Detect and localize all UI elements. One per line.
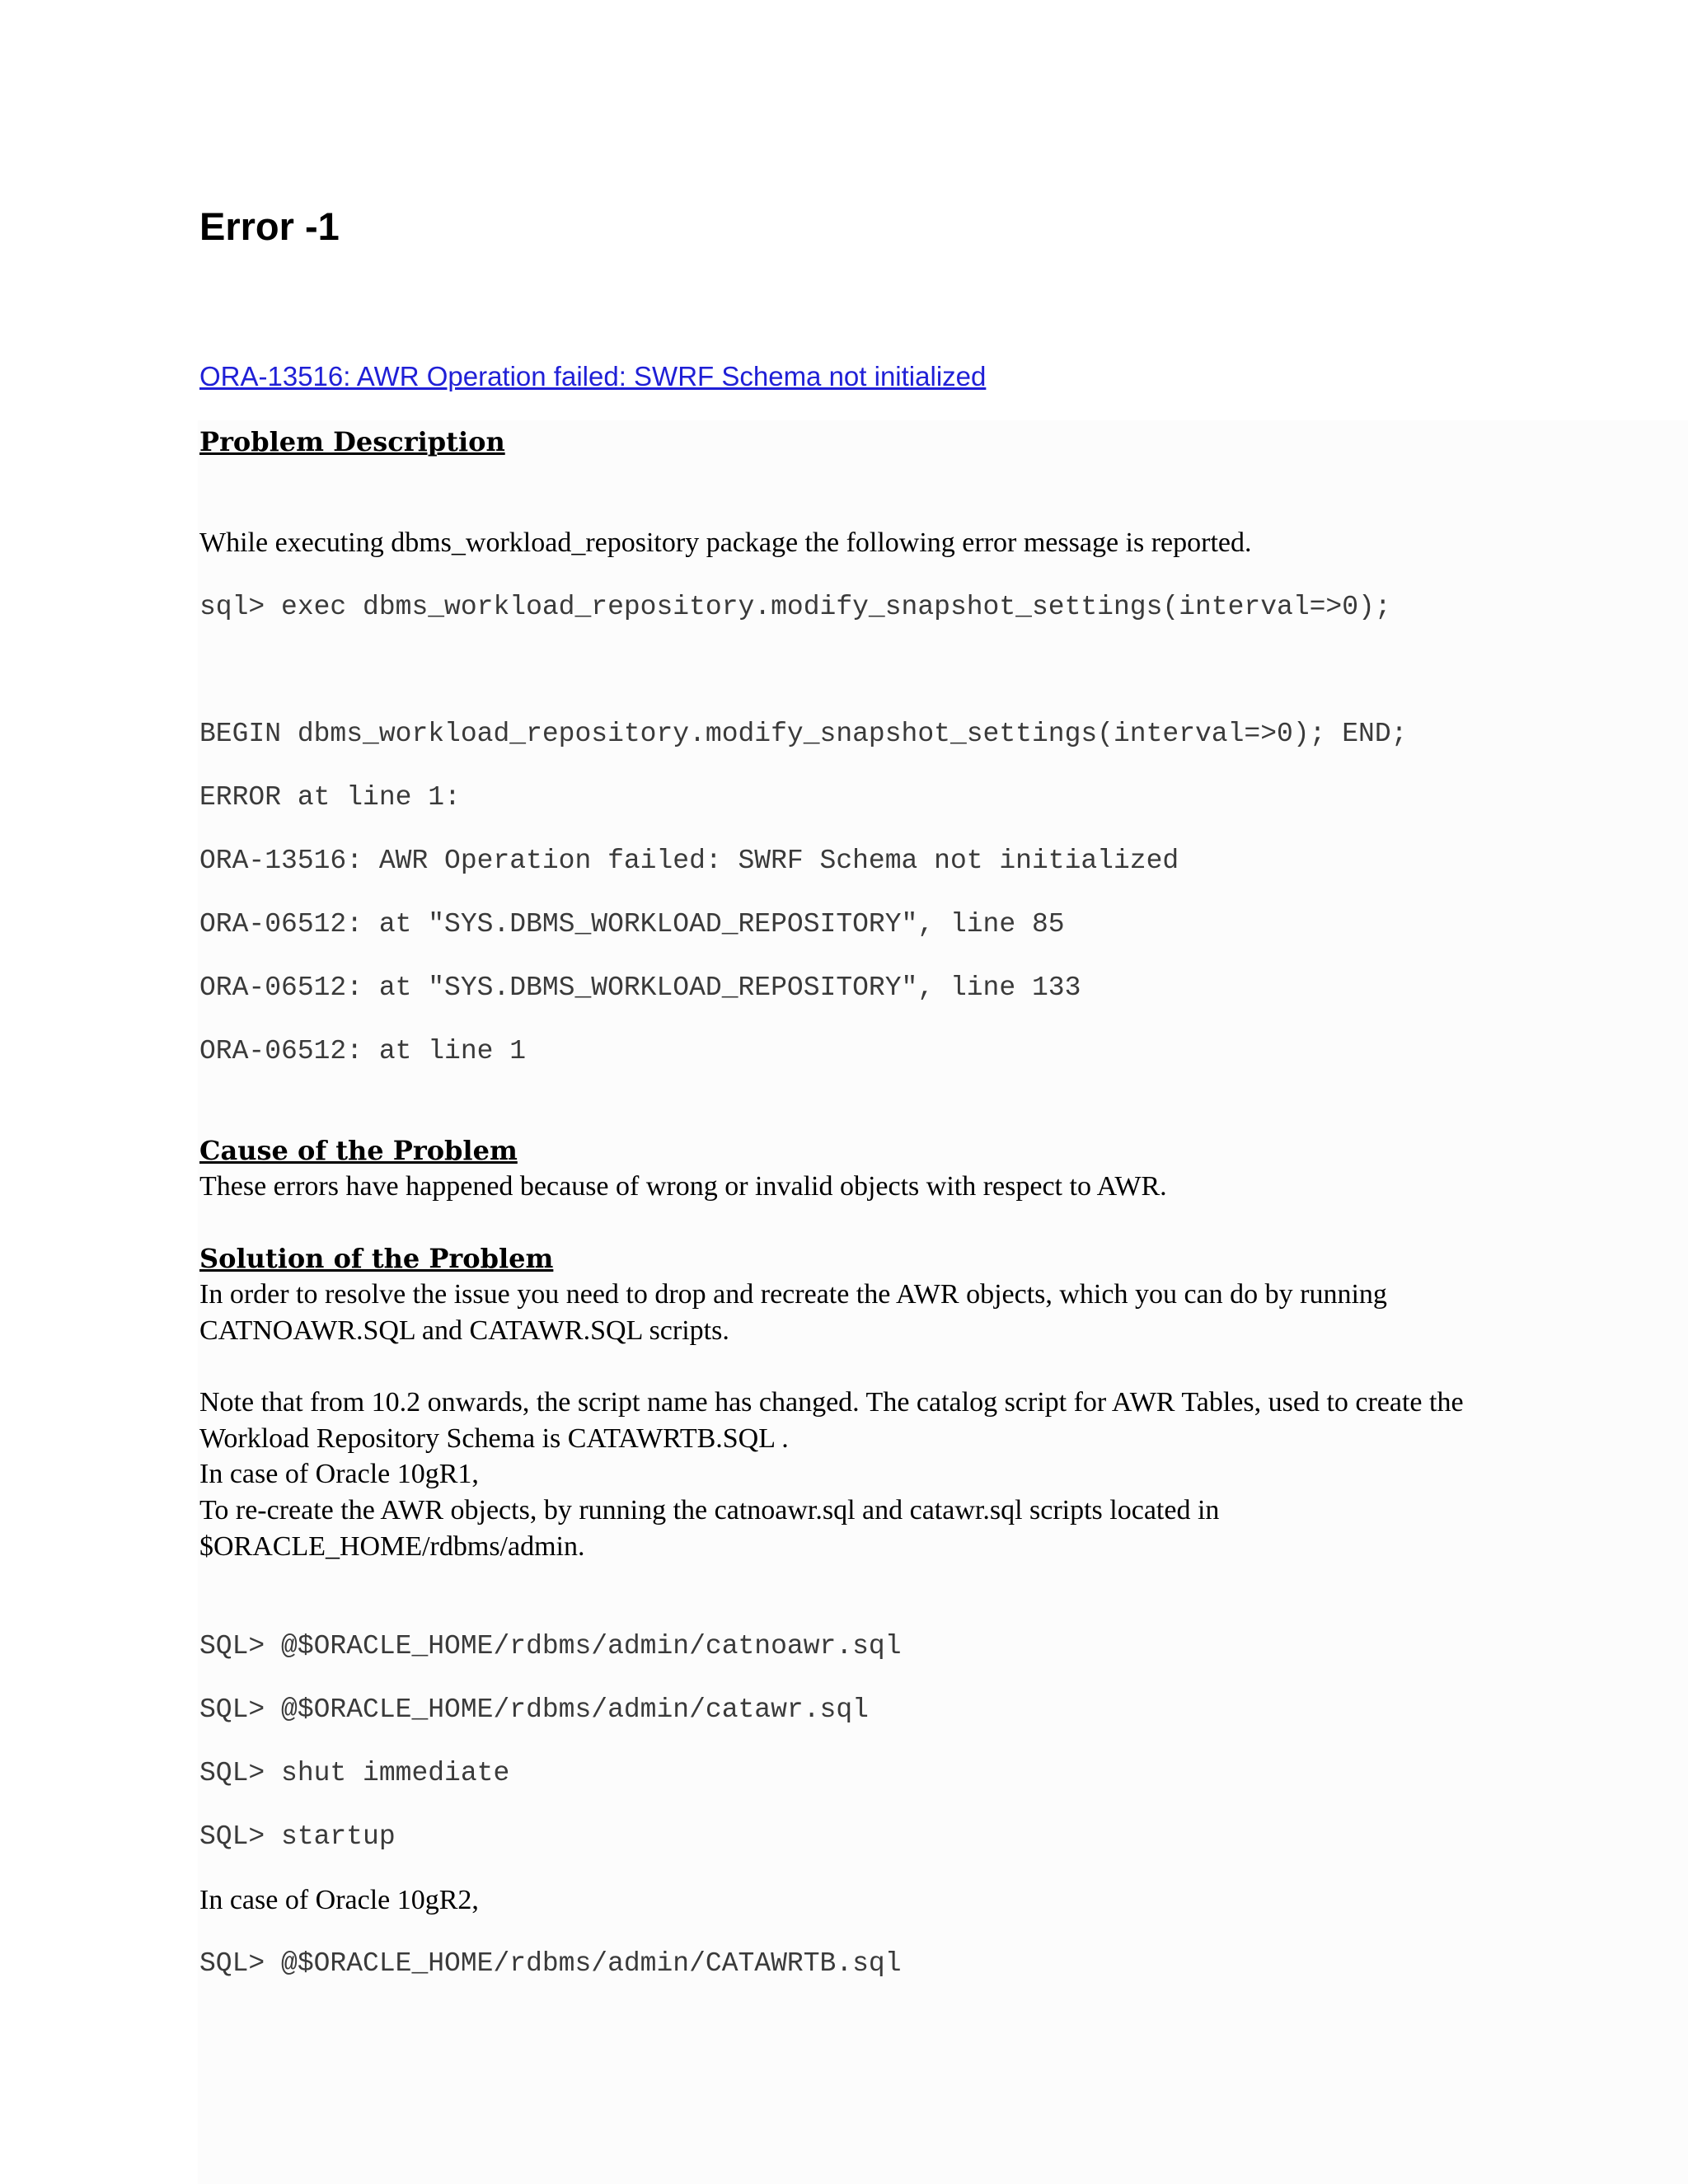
- cause-text: These errors have happened because of wrong or invalid objects with respect to AWR.: [199, 1171, 1167, 1202]
- sql-command-line: SQL> @$ORACLE_HOME/rdbms/admin/CATAWRTB.sql: [199, 1948, 902, 1979]
- oracle-10gr1-label: In case of Oracle 10gR1,: [199, 1459, 479, 1489]
- problem-description-heading: Problem Description: [199, 426, 505, 457]
- error-output-line: ORA-06512: at line 1: [199, 1036, 527, 1066]
- document-title: Error -1: [199, 204, 340, 248]
- solution-note-paragraph: Note that from 10.2 onwards, the script name has changed. The catalog script for AWR Tables, used to create the Workload Repository Schema is CATAWRTB.SQL .: [199, 1387, 1464, 1454]
- sql-command-line: SQL> startup: [199, 1821, 396, 1852]
- error-output-line: ORA-06512: at "SYS.DBMS_WORKLOAD_REPOSITORY", line 133: [199, 972, 1081, 1003]
- oracle-10gr2-label: In case of Oracle 10gR2,: [199, 1885, 479, 1915]
- problem-intro-text: While executing dbms_workload_repository package the following error message is reported.: [199, 527, 1252, 558]
- error-output-line: BEGIN dbms_workload_repository.modify_snapshot_settings(interval=>0); END;: [199, 719, 1408, 749]
- error-link[interactable]: ORA-13516: AWR Operation failed: SWRF Schema not initialized: [199, 361, 987, 391]
- solution-heading: Solution of the Problem: [199, 1243, 554, 1274]
- oracle-10gr1-text: To re-create the AWR objects, by running the catnoawr.sql and catawr.sql scripts located in $ORACLE_HOME/rdbms/admin.: [199, 1495, 1220, 1562]
- solution-paragraph: In order to resolve the issue you need to drop and recreate the AWR objects, which you can do by running CATNOAWR.SQL and CATAWR.SQL scripts.: [199, 1279, 1387, 1346]
- error-output-line: ERROR at line 1:: [199, 782, 461, 813]
- error-output-line: ORA-06512: at "SYS.DBMS_WORKLOAD_REPOSITORY", line 85: [199, 909, 1065, 940]
- error-output-line: ORA-13516: AWR Operation failed: SWRF Schema not initialized: [199, 846, 1179, 876]
- cause-heading: Cause of the Problem: [199, 1135, 518, 1166]
- sql-command-line: SQL> @$ORACLE_HOME/rdbms/admin/catnoawr.sql: [199, 1631, 902, 1661]
- sql-command-line: SQL> @$ORACLE_HOME/rdbms/admin/catawr.sql: [199, 1694, 869, 1725]
- sql-command-line: sql> exec dbms_workload_repository.modify_snapshot_settings(interval=>0);: [199, 592, 1391, 622]
- sql-command-line: SQL> shut immediate: [199, 1758, 510, 1788]
